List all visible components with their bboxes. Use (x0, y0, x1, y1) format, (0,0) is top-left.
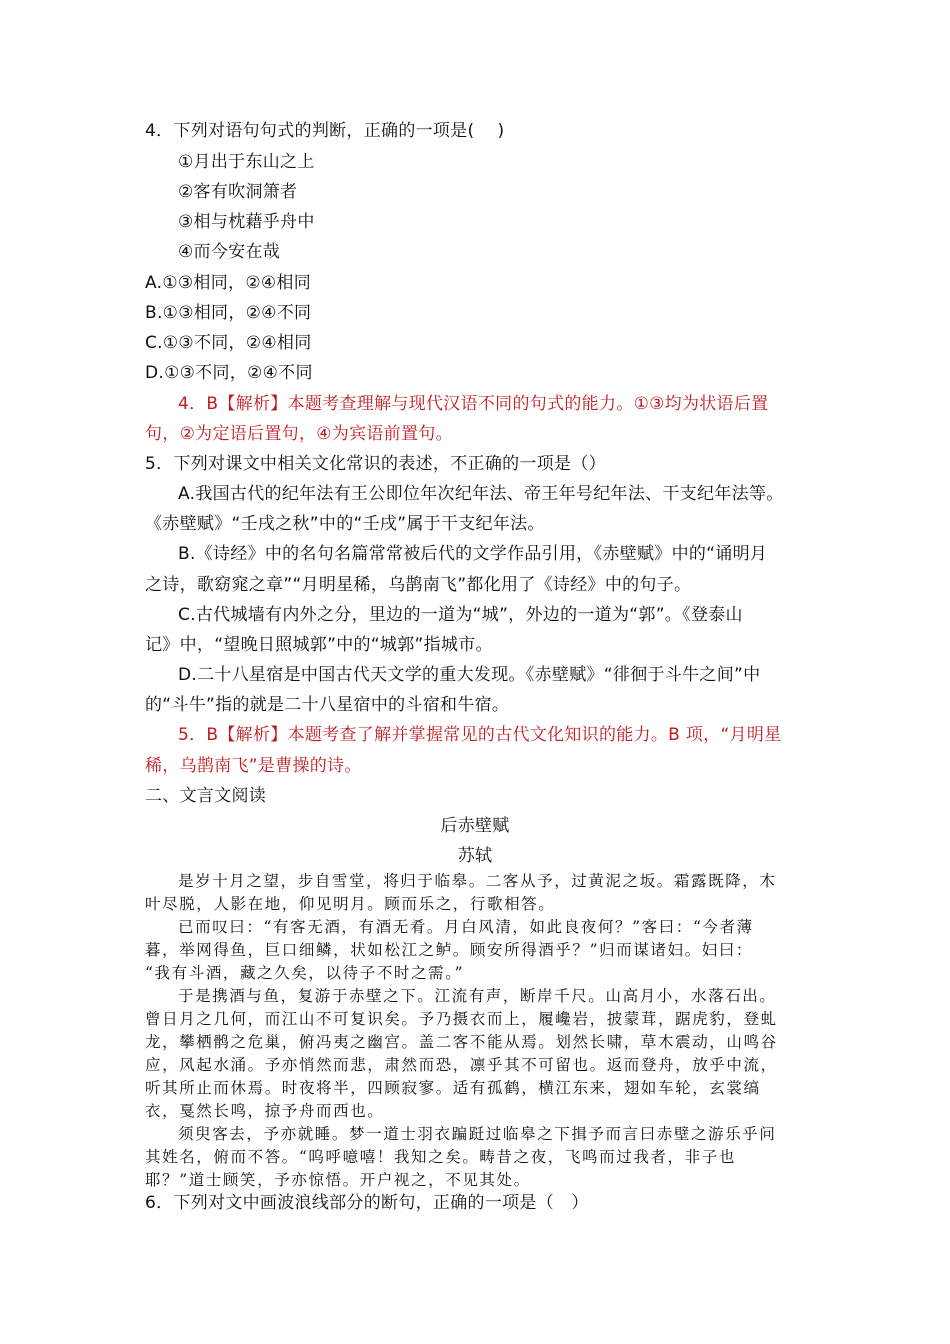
q5-option-line: 之诗，歌窈窕之章”“月明星稀，乌鹊南飞”都化用了《诗经》中的句子。 (145, 575, 692, 595)
q4-item: ②客有吹洞箫者 (178, 182, 298, 202)
q5-answer-line: 稀，乌鹊南飞”是曹操的诗。 (145, 756, 362, 776)
passage-line: 叶尽脱，人影在地，仰见明月。顾而乐之，行歌相答。 (145, 895, 556, 913)
q6-stem: 6．下列对文中画波浪线部分的断句，正确的一项是（ ） (145, 1193, 589, 1213)
q5-option-line: 《赤壁赋》“壬戌之秋”中的“壬戌”属于干支纪年法。 (145, 514, 545, 534)
q4-item: ④而今安在哉 (178, 242, 281, 262)
q4-stem: 4．下列对语句句式的判断，正确的一项是( ) (145, 121, 505, 141)
q4-option-b: B.①③相同，②④不同 (145, 303, 312, 323)
passage-line: 应，风起水涌。予亦悄然而悲，肃然而恐，凛乎其不可留也。返而登舟，放乎中流， (145, 1056, 778, 1074)
q4-item: ③相与枕藉乎舟中 (178, 212, 315, 232)
q5-option-line: 记》中，“望晚日照城郭”中的“城郭”指城市。 (145, 635, 493, 655)
section-heading: 二、文言文阅读 (145, 786, 267, 806)
passage-title: 后赤壁赋 (440, 816, 510, 836)
passage-line: “我有斗酒，藏之久矣，以待子不时之需。” (145, 964, 465, 982)
passage-line: 曾日月之几何，而江山不可复识矣。予乃摄衣而上，履巉岩，披蒙茸，踞虎豹，登虬 (145, 1010, 778, 1028)
q4-answer-line: 句，②为定语后置句，④为宾语前置句。 (145, 424, 453, 444)
passage-line: 须臾客去，予亦就睡。梦一道士羽衣蹁跹过临皋之下揖予而言曰赤壁之游乐乎问 (178, 1125, 777, 1143)
passage-line: 听其所止而休焉。时夜将半，四顾寂寥。适有孤鹤，横江东来，翅如车轮，玄裳缟 (145, 1079, 761, 1097)
passage-line: 耶？”道士顾笑，予亦惊悟。开户视之，不见其处。 (145, 1171, 531, 1189)
q4-option-c: C.①③不同，②④相同 (145, 333, 312, 353)
passage-author: 苏轼 (457, 846, 493, 866)
q5-option-line: A.我国古代的纪年法有王公即位年次纪年法、帝王年号纪年法、干支纪年法等。 (178, 484, 784, 504)
passage-line: 于是携酒与鱼，复游于赤壁之下。江流有声，断岸千尺。山高月小，水落石出。 (178, 987, 777, 1005)
q5-option-line: C.古代城墙有内外之分，里边的一道为“城”，外边的一道为“郭”。《登泰山 (178, 605, 743, 625)
q4-option-d: D.①③不同，②④不同 (145, 363, 313, 383)
passage-line: 龙，攀栖鹘之危巢，俯冯夷之幽宫。盖二客不能从焉。划然长啸，草木震动，山鸣谷 (145, 1033, 778, 1051)
q5-answer-line: 5．B【解析】本题考查了解并掌握常见的古代文化知识的能力。B 项，“月明星 (178, 725, 782, 745)
passage-line: 其姓名，俯而不答。“呜呼噫嘻！我知之矣。畴昔之夜，飞鸣而过我者，非子也 (145, 1148, 736, 1166)
passage-line: 是岁十月之望，步自雪堂，将归于临皋。二客从予，过黄泥之坂。霜露既降，木 (178, 872, 777, 890)
q5-stem: 5．下列对课文中相关文化常识的表述，不正确的一项是（） (145, 454, 606, 474)
passage-line: 已而叹曰：“有客无酒，有酒无肴。月白风清，如此良夜何？”客曰：“今者薄 (178, 918, 754, 936)
q4-option-a: A.①③相同，②④相同 (145, 273, 311, 293)
passage-line: 衣，戛然长鸣，掠予舟而西也。 (145, 1102, 385, 1120)
q4-answer-line: 4．B【解析】本题考查理解与现代汉语不同的句式的能力。①③均为状语后置 (178, 394, 769, 414)
q5-option-line: B.《诗经》中的名句名篇常常被后代的文学作品引用，《赤壁赋》中的“诵明月 (178, 544, 768, 564)
q5-option-line: D.二十八星宿是中国古代天文学的重大发现。《赤壁赋》“徘徊于斗牛之间”中 (178, 665, 761, 685)
q4-item: ①月出于东山之上 (178, 152, 315, 172)
passage-line: 暮，举网得鱼，巨口细鳞，状如松江之鲈。顾安所得酒乎？”归而谋诸妇。妇曰： (145, 941, 754, 959)
q5-option-line: 的“斗牛”指的就是二十八星宿中的斗宿和牛宿。 (145, 695, 510, 715)
